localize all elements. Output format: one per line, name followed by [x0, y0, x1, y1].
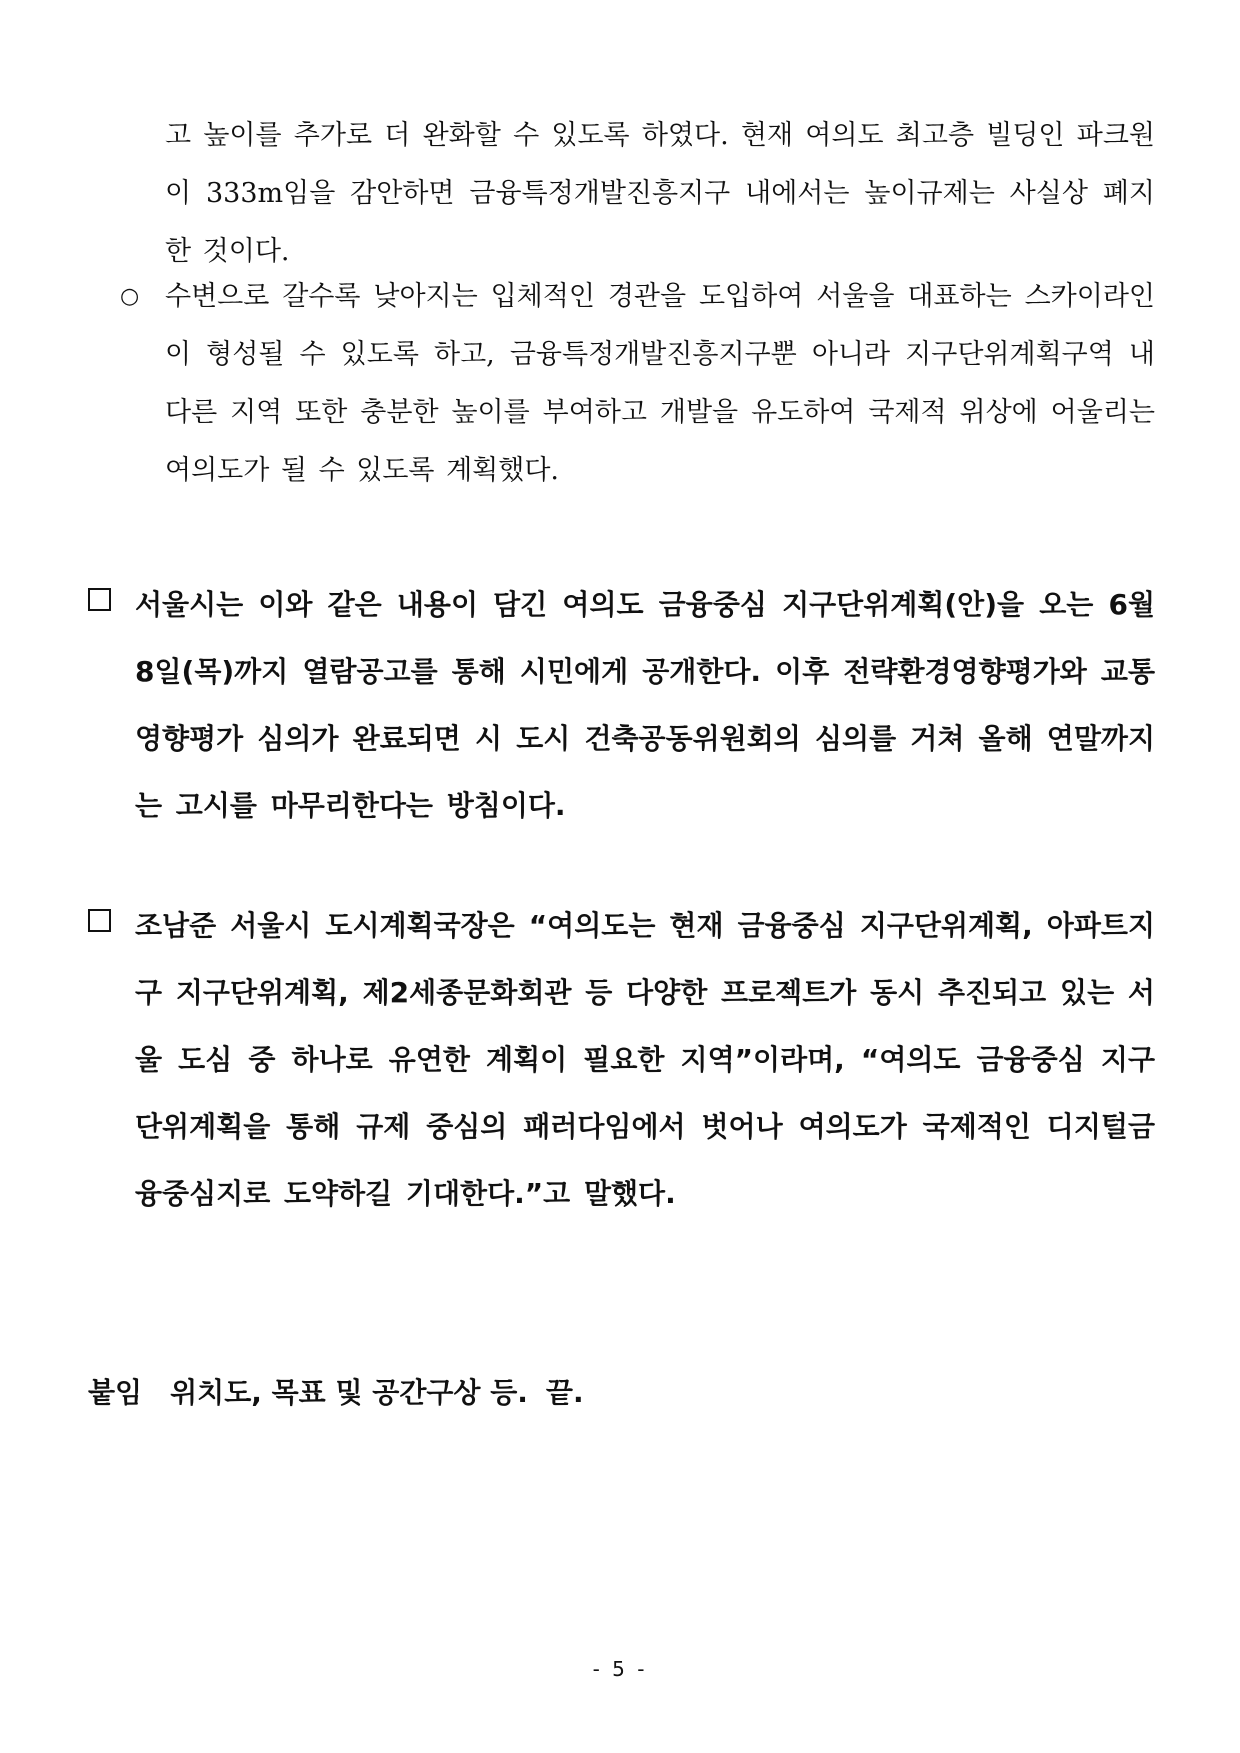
- section-text: 조남준 서울시 도시계획국장은 “여의도는 현재 금융중심 지구단위계획, 아파트지구 지구단위계획, 제2세종문화회관 등 다양한 프로젝트가 동시 추진되고 있는 서울 도심 중 하나로 유연한 계획이 필요한 지역”이라며, “여의도 금융중심 지구단위계획을 통해 규제 중심의 패러다임에서 벗어나 여의도가 국제적인 디지털금융중심지로 도약하길 기대한다.”고 말했다.: [135, 909, 1155, 1210]
- square-bullet-icon: [88, 588, 111, 611]
- circle-bullet-icon: ○: [120, 284, 140, 309]
- section-text: 서울시는 이와 같은 내용이 담긴 여의도 금융중심 지구단위계획(안)을 오는 6월 8일(목)까지 열람공고를 통해 시민에게 공개한다. 이후 전략환경영향평가와 교통영향평가 심의가 완료되면 시 도시 건축공동위원회의 심의를 거쳐 올해 연말까지는 고시를 마무리한다는 방침이다.: [135, 588, 1155, 822]
- continuation-paragraph: 고 높이를 추가로 더 완화할 수 있도록 하였다. 현재 여의도 최고층 빌딩인 파크원이 333m임을 감안하면 금융특정개발진흥지구 내에서는 높이규제는 사실상 폐지한 것이다.: [165, 120, 1155, 267]
- attachment-text: 위치도, 목표 및 공간구상 등.: [170, 1376, 528, 1409]
- section-director-quote: [88, 892, 1155, 1227]
- circle-bullet-text: 수변으로 갈수록 낮아지는 입체적인 경관을 도입하여 서울을 대표하는 스카이라인이 형성될 수 있도록 하고, 금융특정개발진흥지구뿐 아니라 지구단위계획구역 내 다른 지역 또한 충분한 높이를 부여하고 개발을 유도하여 국제적 위상에 어울리는 여의도가 될 수 있도록 계획했다.: [165, 281, 1155, 486]
- section-public-notice: [88, 571, 1155, 839]
- page-number: - 5 -: [592, 1657, 648, 1681]
- attachment-label: 붙임: [88, 1376, 143, 1409]
- circle-bullet-item: [120, 268, 1155, 500]
- square-bullet-icon: [88, 909, 111, 932]
- attachment-end: 끝.: [545, 1376, 584, 1409]
- attachment-line: [88, 1373, 584, 1413]
